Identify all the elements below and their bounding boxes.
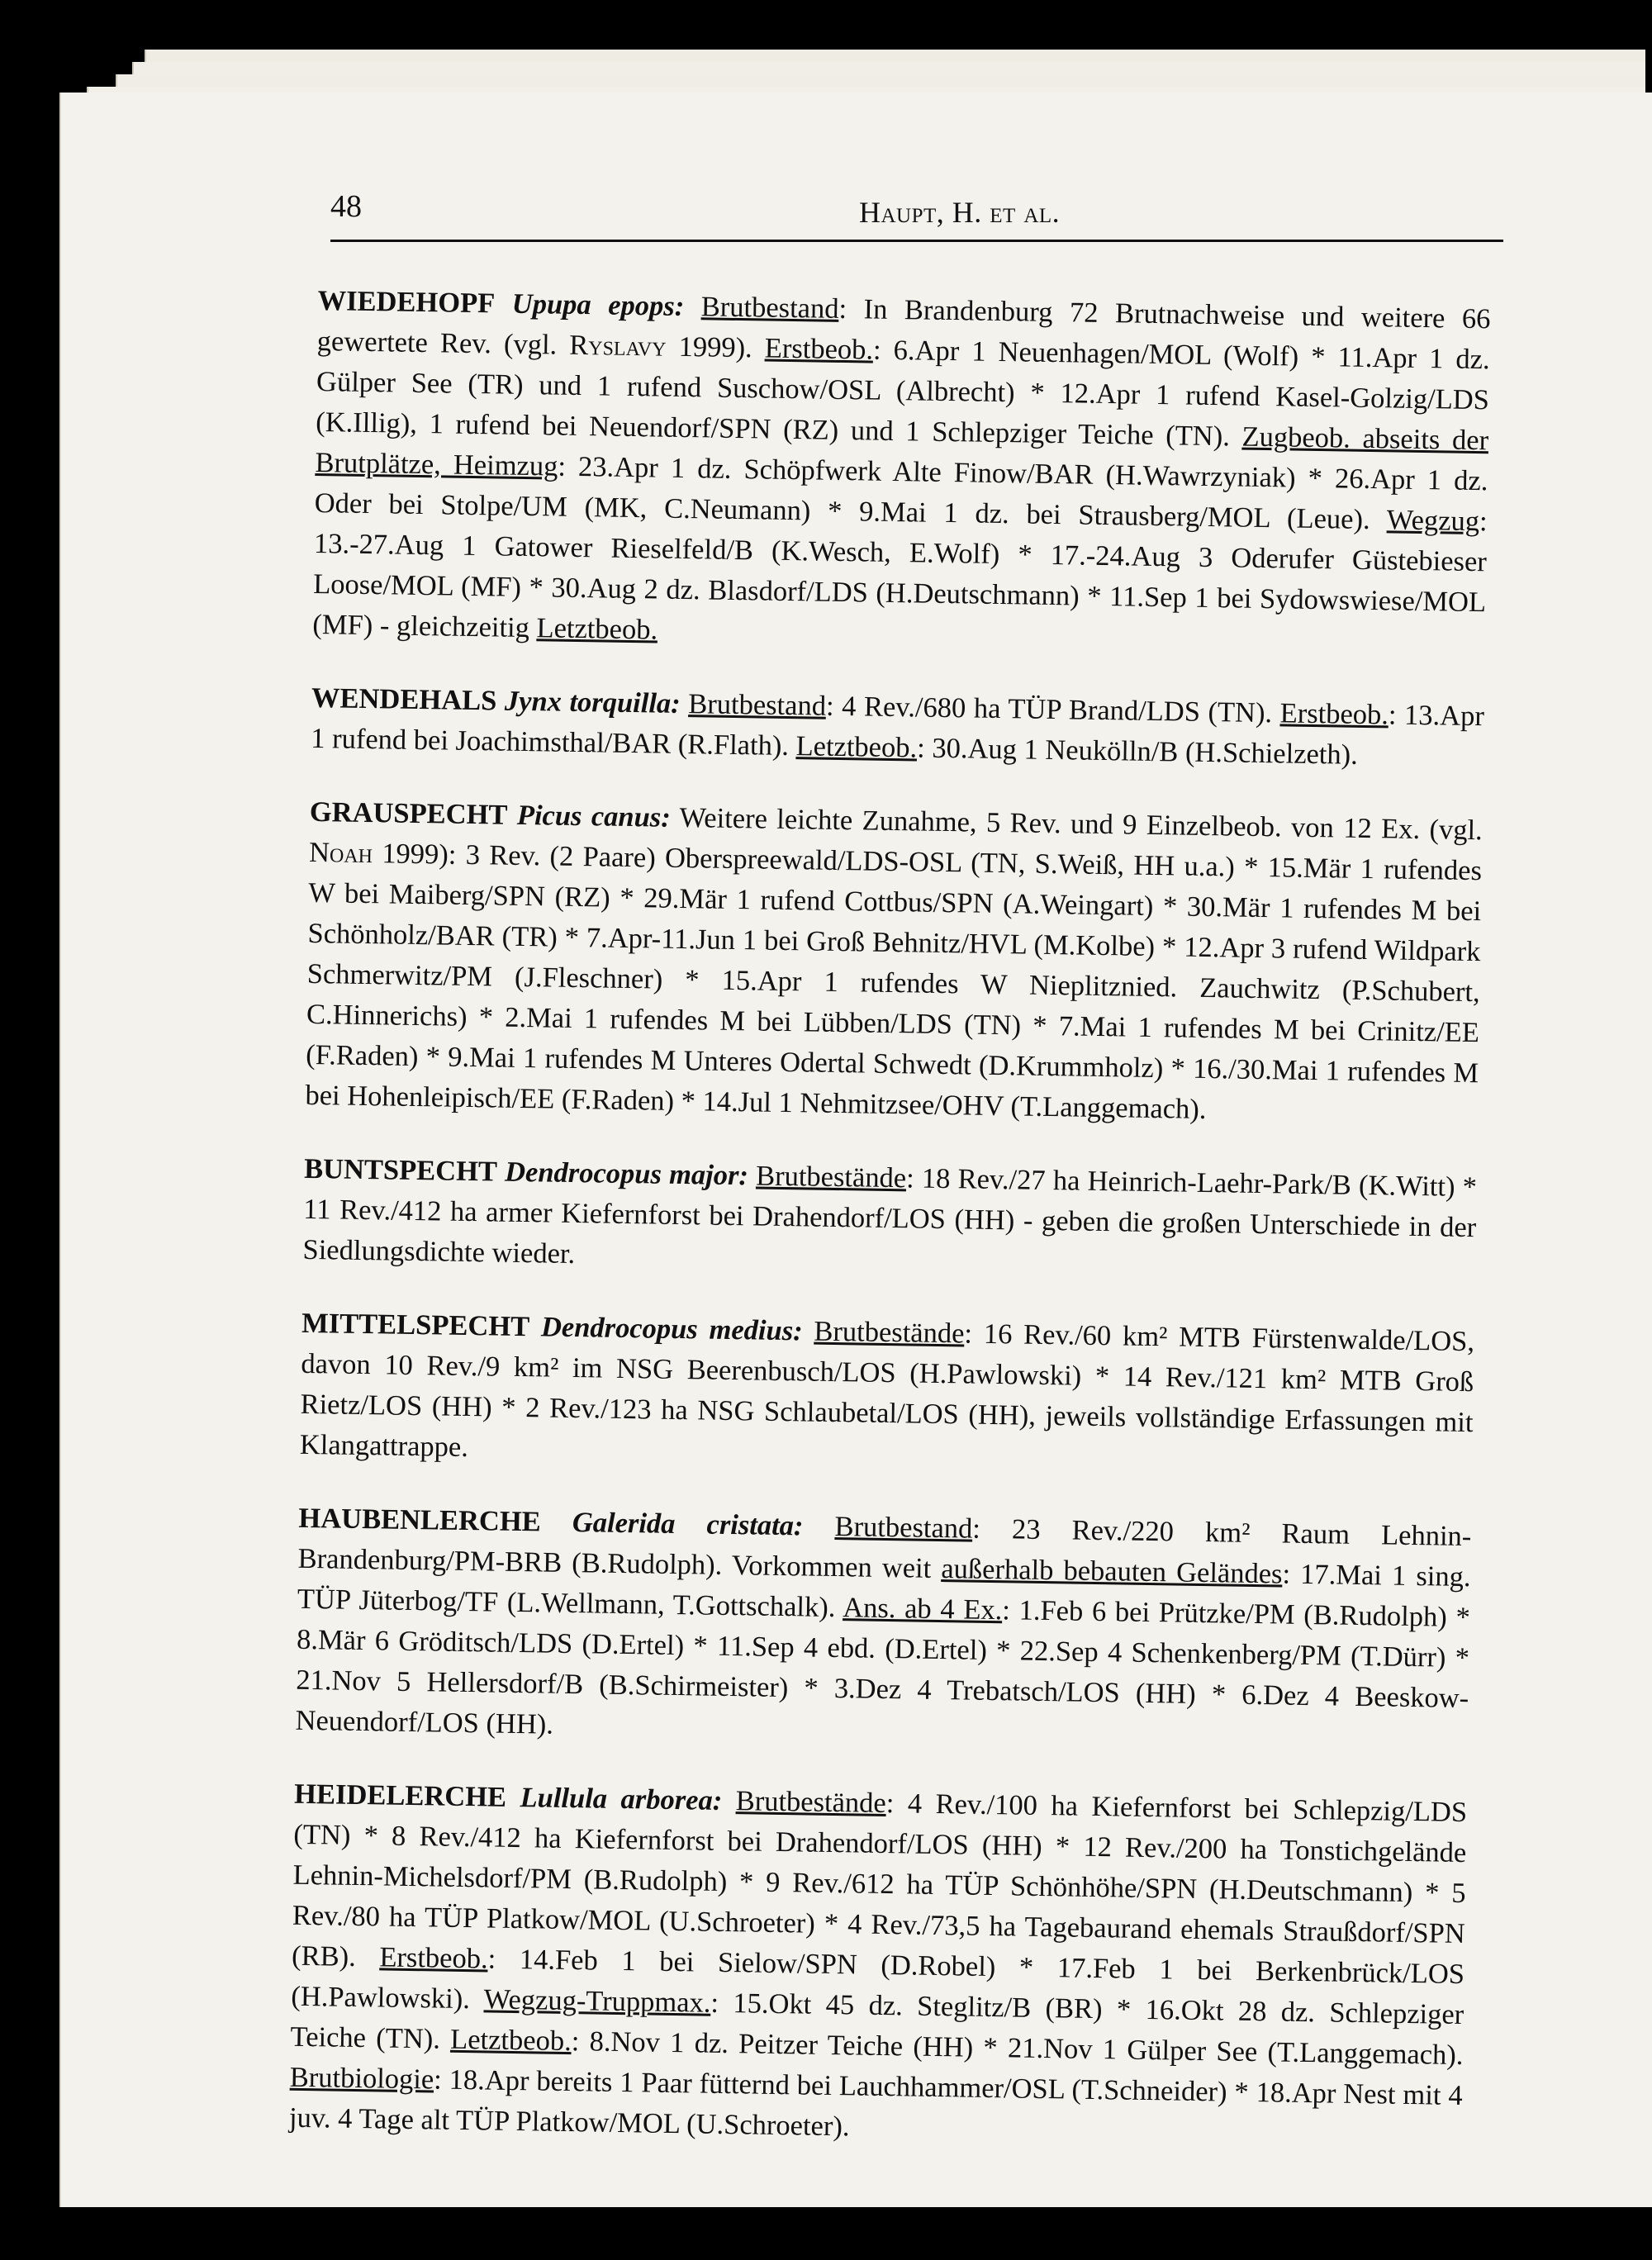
entry-text: : In Brandenburg 72 Brutnachweise und weitere 66 gewertete Rev. (vgl. [316, 292, 1491, 361]
section-label: Letztbeob. [449, 2023, 572, 2058]
section-label: Wegzug [1386, 504, 1480, 538]
entry-text: : 17.Mai 1 sing. TÜP Jüterbog/TF (L.Wellmann, T.Gottschalk). [297, 1558, 1471, 1624]
entry-text [496, 685, 505, 716]
section-label: Ans. ab 4 Ex. [842, 1592, 1003, 1626]
entry-text: : 18 Rev./27 ha Heinrich-Laehr-Park/B (K.Witt) * 11 Rev./412 ha armer Kiefernforst bei Drahendorf/LOS (HH) - geben die großen Unterschiede in der Siedlungsdichte wieder. [302, 1162, 1478, 1270]
species-entry-grauspecht [305, 792, 1483, 1134]
section-label: Brutbestand [700, 291, 839, 325]
entry-text [507, 800, 517, 831]
entry-text [506, 1782, 520, 1813]
entry-text: Weitere leichte Zunahme, 5 Rev. und 9 Einzelbeob. von 12 Ex. (vgl. [670, 801, 1483, 847]
scientific-name: Dendrocopus medius: [540, 1311, 803, 1347]
running-title: Haupt, H. et al. [859, 196, 1061, 229]
species-name: BUNTSPECHT [303, 1152, 498, 1188]
section-label: Brutbestand [834, 1511, 973, 1545]
section-label: Brutbestände [755, 1160, 907, 1194]
entry-text: : 15.Okt 45 dz. Steglitz/B (BR) * 16.Okt 28 dz. Schlepziger Teiche (TN). [290, 1987, 1464, 2055]
scientific-name: Galerida cristata: [572, 1507, 804, 1542]
species-entry-wendehals [311, 678, 1484, 777]
entry-text: : 4 Rev./100 ha Kiefernforst bei Schlepzig/LDS (TN) * 8 Rev./412 ha Kiefernforst bei Drahendorf/LOS (HH) * 12 Rev./200 ha Tonstichgelände Lehnin-Michelsdorf/PM (B.Rudolph) * 9 Rev./612 ha TÜP Schönhöhe/SPN (H.Deutschmann) * 5 Rev./80 ha TÜP Platkow/MOL (U.Schroeter) * 4 Rev./73,5 ha Tagebaurand ehemals Straußdorf/SPN (RB). [291, 1788, 1468, 1973]
species-name: HEIDELERCHE [293, 1778, 507, 1813]
section-label: Erstbeob. [1279, 697, 1389, 731]
entry-text: 1999): 3 Rev. (2 Paare) Oberspreewald/LDS-OSL (TN, S.Weiß, HH u.a.) * 15.Mär 1 rufendes W bei Maiberg/SPN (RZ) * 29.Mär 1 rufend Cottbus/SPN (A.Weingart) * 30.Mär 1 rufendes M bei Schönholz/BAR (TR) * 7.Apr-11.Jun 1 bei Groß Behnitz/HVL (M.Kolbe) * 12.Apr 3 rufend Wildpark Schmerwitz/PM (J.Fleschner) * 15.Apr 1 rufendes W Nieplitznied. Zauchwitz (P.Schubert, C.Hinnerichs) * 2.Mai 1 rufendes M bei Lübben/LDS (TN) * 7.Mai 1 rufendes M bei Crinitz/EE (F.Raden) * 9.Mai 1 rufendes M Unteres Odertal Schwedt (D.Krummholz) * 16./30.Mai 1 rufendes M bei Hohenleipisch/EE (F.Raden) * 14.Jul 1 Nehmitzsee/OHV (T.Langgemach). [305, 838, 1483, 1126]
section-label: Zugbeob. abseits der Brutplätze, Heimzug [315, 420, 1489, 482]
entry-text: : 14.Feb 1 bei Sielow/SPN (D.Robel) * 17.Feb 1 bei Berkenbrück/LOS (H.Pawlowski). [291, 1943, 1465, 2015]
entry-text: : 13.-27.Aug 1 Gatower Rieselfeld/B (K.Wesch, E.Wolf) * 17.-24.Aug 3 Oderufer Güstebieser Loose/MOL (MF) * 30.Aug 2 dz. Blasdorf/LDS (H.Deutschmann) * 11.Sep 1 bei Sydowswiese/MOL (MF) - gleichzeitig [312, 506, 1488, 644]
entry-text: : 16 Rev./60 km² MTB Fürstenwalde/LOS, davon 10 Rev./9 km² im NSG Beerenbusch/LOS (H.Pawlowski) * 14 Rev./121 km² MTB Groß Rietz/LOS (HH) * 2 Rev./123 ha NSG Schlaubetal/LOS (HH), jeweils vollständige Erfassungen mit Klangattrappe. [299, 1318, 1475, 1464]
entry-text [529, 1311, 541, 1342]
author-citation: Noah [308, 836, 373, 870]
entry-text: 1999). [666, 330, 766, 364]
entry-text: : 8.Nov 1 dz. Peitzer Teiche (HH) * 21.Nov 1 Gülper See (T.Langgemach). [571, 2025, 1464, 2072]
section-label: Letztbeob. [795, 730, 918, 764]
scientific-name: Dendrocopus major: [504, 1156, 749, 1192]
entry-text: : 6.Apr 1 Neuenhagen/MOL (Wolf) * 11.Apr 1 dz. Gülper See (TR) und 1 rufend Suschow/OSL (Albrecht) * 12.Apr 1 rufend Kasel-Golzig/LDS (K.Illig), 1 rufend bei Neuendorf/SPN (RZ) und 1 Schlepziger Teiche (TN). [316, 334, 1490, 453]
species-name: WENDEHALS [311, 681, 497, 717]
entry-text: : 30.Aug 1 Neukölln/B (H.Schielzeth). [916, 732, 1359, 771]
page-number: 48 [330, 189, 362, 224]
author-citation: Ryslavy [569, 329, 667, 363]
section-label: Wegzug-Truppmax. [483, 1983, 711, 2019]
species-entry-haubenlerche [295, 1498, 1471, 1759]
species-name: WIEDEHOPF [317, 284, 496, 320]
section-label: Erstbeob. [764, 332, 874, 366]
species-entry-wiedehopf [312, 281, 1491, 663]
scientific-name: Upupa epops: [511, 287, 685, 322]
entry-text [803, 1510, 835, 1542]
section-label: Brutbestand [687, 688, 827, 722]
entry-text [495, 287, 512, 319]
page-header [330, 188, 1503, 242]
entry-text: : 23 Rev./220 km² Raum Lehnin-Brandenburg/PM-BRB (B.Rudolph). Vorkommen weit [297, 1512, 1472, 1585]
species-name: MITTELSPECHT [301, 1307, 530, 1343]
scientific-name: Picus canus: [516, 799, 672, 833]
section-label: Letztbeob. [536, 612, 658, 646]
entry-text [684, 291, 701, 322]
section-label: Brutbiologie [289, 2061, 434, 2096]
entry-text: : 1.Feb 6 bei Prützke/PM (B.Rudolph) * 8.Mär 6 Gröditsch/LDS (D.Ertel) * 11.Sep 4 ebd. (D.Ertel) * 22.Sep 4 Schenkenberg/PM (T.Dürr) * 21.Nov 5 Hellersdorf/B (B.Schirmeister) * 3.Dez 4 Trebatsch/LOS (HH) * 6.Dez 4 Beeskow-Neuendorf/LOS (HH). [295, 1594, 1471, 1740]
species-entry-buntspecht [302, 1149, 1477, 1289]
scientific-name: Lullula arborea: [520, 1782, 723, 1816]
entry-text [540, 1506, 572, 1538]
section-label: Erstbeob. [379, 1941, 488, 1975]
entry-text: : 23.Apr 1 dz. Schöpfwerk Alte Finow/BAR (H.Wawrzyniak) * 26.Apr 1 dz. Oder bei Stolpe/UM (MK, C.Neumann) * 9.Mai 1 dz. bei Strausberg/MOL (Leue). [314, 450, 1488, 536]
section-label: Brutbestände [735, 1785, 887, 1820]
species-entry-heidelerche [289, 1774, 1468, 2157]
entry-text: : 4 Rev./680 ha TÜP Brand/LDS (TN). [825, 690, 1280, 729]
entry-text [802, 1315, 814, 1346]
species-name: GRAUSPECHT [309, 795, 508, 831]
species-accounts [288, 281, 1491, 2190]
entry-text: : 13.Apr 1 rufend bei Joachimsthal/BAR (R.Flath). [310, 699, 1485, 762]
scientific-name: Jynx torquilla: [504, 685, 681, 719]
species-entry-mittelspecht [299, 1303, 1474, 1484]
species-name: HAUBENLERCHE [298, 1502, 542, 1538]
section-label: außerhalb bebauten Geländes [941, 1553, 1283, 1590]
entry-text: : 18.Apr bereits 1 Paar fütternd bei Lauchhammer/OSL (T.Schneider) * 18.Apr Nest mit 4 juv. 4 Tage alt TÜP Platkow/MOL (U.Schroeter). [288, 2063, 1463, 2143]
section-label: Brutbestände [814, 1315, 965, 1350]
entry-text [722, 1785, 736, 1816]
